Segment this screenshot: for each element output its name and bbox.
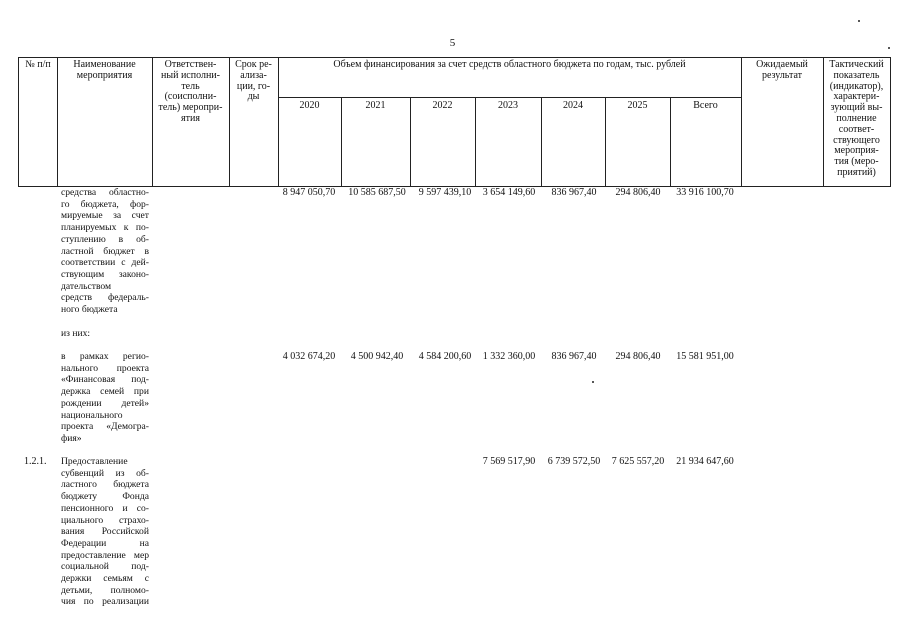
row-text-line: го бюджета, фор- (61, 198, 149, 210)
header-indicator-line: тия (меро- (834, 156, 879, 168)
value-2025: 294 806,40 (615, 187, 661, 198)
row-text-line: мируемые за счет (61, 210, 149, 222)
row-text-line: ного бюджета (61, 304, 118, 315)
header-number: № п/п (25, 59, 51, 70)
row-text-line: циального страхо- (61, 514, 149, 526)
row-text-line: предоставление мер (61, 549, 149, 561)
header-executor (152, 60, 229, 125)
row-text-line: бюджету Фонда (61, 491, 149, 503)
row-text-line: держки семьям с (61, 573, 149, 584)
scan-speck (858, 20, 860, 22)
value-2021: 4 500 942,40 (350, 351, 404, 362)
year-2020: 2020 (299, 100, 320, 111)
year-2023: 2023 (498, 100, 518, 111)
year-2022: 2022 (432, 100, 453, 111)
header-indicator-line: приятий) (837, 166, 876, 178)
value-2024: 6 739 572,50 (547, 456, 601, 467)
header-name (57, 60, 152, 82)
header-term-line: Срок ре- (235, 59, 272, 70)
header-executor-line: ный исполни- (161, 69, 220, 81)
value-total: 15 581 951,00 (676, 351, 734, 362)
row-text-line: планируемых к по- (61, 222, 149, 234)
value-2022: 9 597 439,10 (418, 187, 472, 198)
header-indicator (823, 60, 890, 179)
header-term-line: ализа- (240, 69, 267, 81)
value-2023: 3 654 149,60 (482, 187, 536, 198)
value-2023: 1 332 360,00 (482, 351, 536, 362)
header-indicator-line: ствующего (833, 134, 880, 146)
year-2025: 2025 (627, 100, 648, 111)
row-text-line: «Финансовая под- (61, 374, 149, 386)
header-executor-line: ятия (181, 112, 200, 124)
scan-speck (592, 381, 594, 383)
value-2020: 8 947 050,70 (282, 187, 336, 198)
header-name-line: мероприятия (76, 69, 133, 81)
row-text-line: средств федераль- (61, 292, 149, 304)
value-2024: 836 967,40 (551, 187, 597, 198)
row-text-line: Федерации на (61, 537, 149, 549)
header-result-line: Ожидаемый (756, 59, 808, 70)
row-text-line: держка семей при (61, 386, 149, 398)
row-text-line: рождении детей» (61, 397, 149, 409)
value-total: 21 934 647,60 (676, 456, 734, 467)
row-text-line: нального проекта (61, 362, 149, 374)
row-text-line: пенсионного и со- (61, 502, 149, 514)
row-text-line: фия» (61, 432, 82, 444)
row-text-line: соответствии с дей- (61, 257, 149, 269)
header-indicator-line: Тактический (829, 59, 884, 70)
header-executor-line: Ответствен- (164, 59, 217, 70)
item-number: 1.2.1. (24, 456, 47, 467)
header-indicator-line: характери- (833, 91, 880, 103)
year-total: Всего (693, 100, 718, 111)
header-term-line: ции, го- (236, 80, 271, 92)
row-text-line: ластного бюджета (61, 479, 149, 491)
year-2024: 2024 (563, 100, 583, 111)
of-which-label: из них: (61, 328, 91, 339)
header-term (229, 60, 278, 103)
header-indicator-line: (индикатор), (829, 80, 884, 92)
header-finance: Объем финансирования за счет средств областного бюджета по годам, тыс. рублей (333, 59, 686, 70)
page-number: 5 (449, 37, 456, 49)
value-2020: 4 032 674,20 (282, 351, 336, 362)
row-text-line: Предоставление (61, 456, 128, 467)
header-indicator-line: соответ- (838, 123, 875, 135)
value-total: 33 916 100,70 (676, 187, 734, 198)
header-executor-line: тель) меропри- (158, 102, 223, 114)
header-result (741, 60, 823, 82)
header-indicator-line: мероприя- (834, 145, 879, 157)
row-text-line: проекта «Демогра- (61, 421, 149, 433)
value-2025: 294 806,40 (615, 351, 661, 362)
header-result-line: результат (761, 69, 803, 81)
value-2025: 7 625 557,20 (611, 456, 665, 467)
value-2024: 836 967,40 (551, 351, 597, 362)
row-text-line: ластной бюджет в (61, 245, 149, 257)
year-2021: 2021 (365, 100, 386, 111)
value-2023: 7 569 517,90 (482, 456, 536, 467)
row-text-line: в рамках регио- (61, 351, 149, 362)
row-text-line: субвенций из об- (61, 467, 149, 479)
row-text-line: детьми, полномо- (61, 584, 149, 596)
header-indicator-line: полнение (836, 112, 877, 124)
scan-speck (888, 47, 890, 49)
value-2022: 4 584 200,60 (418, 351, 472, 362)
header-name-line: Наименование (73, 59, 136, 70)
header-indicator-line: показатель (833, 69, 880, 81)
row-text-line: социальной под- (61, 561, 149, 573)
row-text-line: средства областно- (61, 187, 149, 198)
row-text-line: ствующим законо- (61, 268, 149, 280)
header-term-line: ды (247, 91, 260, 103)
row-text-line: дательством (61, 280, 112, 292)
row-text-line: ступлению в об- (61, 233, 149, 245)
header-executor-line: (соисполни- (164, 91, 217, 103)
row-text-line: чия по реализации (61, 596, 149, 608)
header-executor-line: тель (181, 80, 200, 92)
row-text-line: вания Российской (61, 526, 149, 538)
row-text-line: национального (61, 409, 123, 421)
header-indicator-line: зующий вы- (830, 102, 883, 114)
value-2021: 10 585 687,50 (348, 187, 406, 198)
